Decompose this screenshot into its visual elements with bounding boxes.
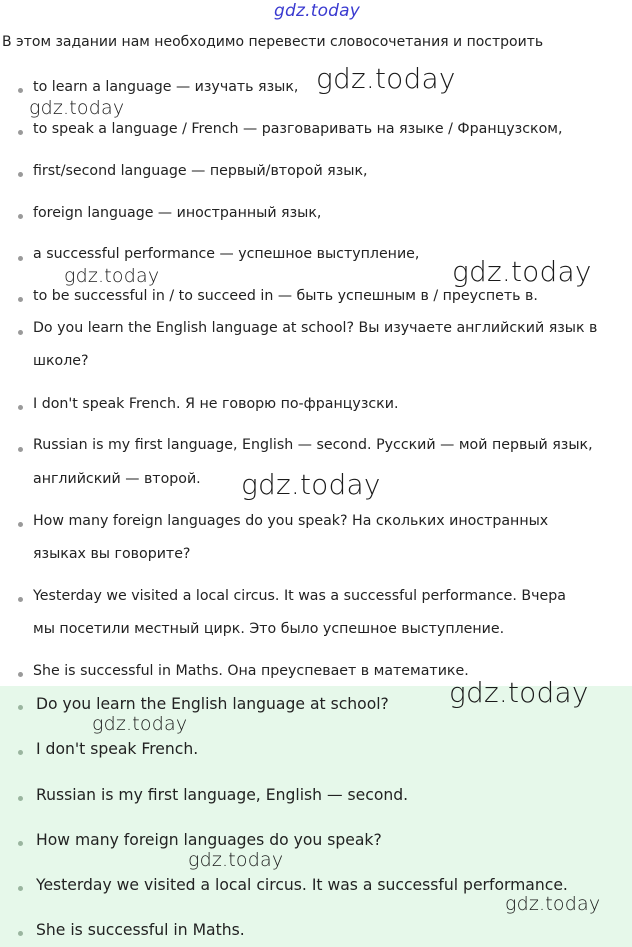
watermark: gdz.today — [29, 97, 125, 119]
watermark: gdz.today — [505, 893, 601, 915]
bullet-icon — [18, 750, 23, 755]
watermark: gdz.today — [188, 849, 284, 871]
intro-text: В этом задании нам необходимо перевести словосочетания и построить — [2, 34, 544, 50]
list-item-continued: английский — второй. — [33, 471, 201, 487]
answer-item: Yesterday we visited a local circus. It was a successful performance. — [36, 876, 568, 894]
answer-item: Do you learn the English language at school? — [36, 695, 389, 713]
watermark: gdz.today — [452, 255, 592, 288]
bullet-icon — [18, 597, 23, 602]
bullet-icon — [18, 705, 23, 710]
watermark: gdz.today — [241, 468, 381, 501]
list-item: I don't speak French. Я не говорю по-французски. — [33, 396, 399, 412]
watermark: gdz.today — [64, 265, 160, 287]
list-item: to be successful in / to succeed in — быть успешным в / преуспеть в. — [33, 288, 538, 304]
list-item: Russian is my first language, English — second. Русский — мой первый язык, — [33, 437, 593, 453]
list-item-continued: школе? — [33, 353, 89, 369]
bullet-icon — [18, 886, 23, 891]
bullet-icon — [18, 330, 23, 335]
answer-item: I don't speak French. — [36, 740, 199, 758]
list-item: first/second language — первый/второй язык, — [33, 163, 368, 179]
bullet-icon — [18, 931, 23, 936]
bullet-icon — [18, 130, 23, 135]
bullet-icon — [18, 256, 23, 261]
bullet-icon — [18, 405, 23, 410]
bullet-icon — [18, 841, 23, 846]
list-item: How many foreign languages do you speak? На скольких иностранных — [33, 513, 549, 529]
bullet-icon — [18, 172, 23, 177]
bullet-icon — [18, 796, 23, 801]
list-item: to learn a language — изучать язык, — [33, 79, 299, 95]
watermark: gdz.today — [92, 713, 188, 735]
list-item-continued: мы посетили местный цирк. Это было успешное выступление. — [33, 621, 505, 637]
watermark-top: gdz.today — [274, 1, 361, 21]
list-item: to speak a language / French — разговаривать на языке / Французском, — [33, 121, 563, 137]
bullet-icon — [18, 672, 23, 677]
list-item-continued: языках вы говорите? — [33, 546, 191, 562]
list-item: Do you learn the English language at school? Вы изучаете английский язык в — [33, 320, 598, 336]
answer-item: She is successful in Maths. — [36, 921, 245, 939]
bullet-icon — [18, 522, 23, 527]
bullet-icon — [18, 214, 23, 219]
list-item: a successful performance — успешное выступление, — [33, 246, 420, 262]
list-item: foreign language — иностранный язык, — [33, 205, 322, 221]
bullet-icon — [18, 88, 23, 93]
watermark: gdz.today — [449, 676, 589, 709]
answer-item: How many foreign languages do you speak? — [36, 831, 382, 849]
bullet-icon — [18, 297, 23, 302]
answer-item: Russian is my first language, English — second. — [36, 786, 409, 804]
watermark: gdz.today — [316, 62, 456, 95]
list-item: She is successful in Maths. Она преуспевает в математике. — [33, 663, 469, 679]
bullet-icon — [18, 447, 23, 452]
list-item: Yesterday we visited a local circus. It was a successful performance. Вчера — [33, 588, 566, 604]
